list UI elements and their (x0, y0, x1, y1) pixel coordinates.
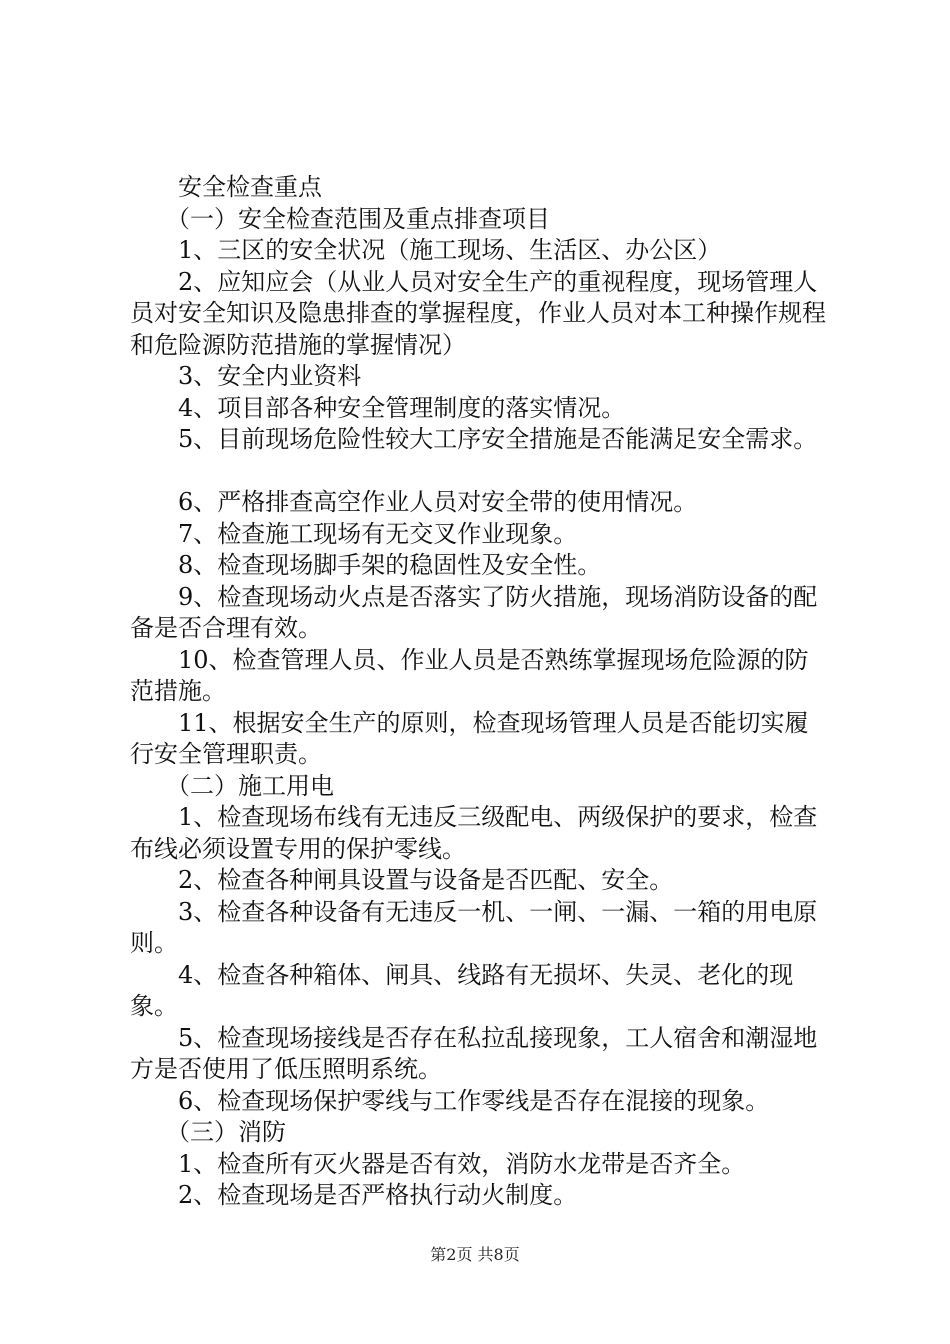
blank-line (130, 456, 830, 488)
paragraph: 2、应知应会（从业人员对安全生产的重视程度，现场管理人员对安全知识及隐患排查的掌握程度，作业人员对本工种操作规程和危险源防范措施的掌握情况） (130, 267, 826, 359)
document-title: 安全检查重点 (178, 173, 322, 201)
section-heading-3: （三）消防 (166, 1118, 286, 1146)
paragraph: 9、检查现场动火点是否落实了防火措施，现场消防设备的配备是否合理有效。 (130, 582, 818, 642)
paragraph: 2、检查现场是否严格执行动火制度。 (178, 1181, 578, 1209)
paragraph: 5、检查现场接线是否存在私拉乱接现象，工人宿舍和潮湿地方是否使用了低压照明系统。 (130, 1023, 818, 1083)
paragraph: 10、检查管理人员、作业人员是否熟练掌握现场危险源的防范措施。 (130, 645, 809, 705)
section-heading-2: （二）施工用电 (166, 771, 334, 800)
page-footer: 第2页 共8页 (430, 1245, 520, 1264)
paragraph: 6、严格排查高空作业人员对安全带的使用情况。 (178, 488, 698, 516)
paragraph: 3、检查各种设备有无违反一机、一闸、一漏、一箱的用电原则。 (130, 897, 818, 957)
paragraph: 3、安全内业资料 (178, 362, 362, 390)
paragraph: 11、根据安全生产的原则，检查现场管理人员是否能切实履行安全管理职责。 (130, 708, 809, 768)
section-heading-1: （一）安全检查范围及重点排查项目 (166, 204, 550, 233)
paragraph: 1、三区的安全状况（施工现场、生活区、办公区） (178, 236, 722, 264)
paragraph: 4、检查各种箱体、闸具、线路有无损坏、失灵、老化的现象。 (130, 960, 794, 1020)
paragraph: 6、检查现场保护零线与工作零线是否存在混接的现象。 (178, 1086, 770, 1115)
paragraph: 1、检查现场布线有无违反三级配电、两级保护的要求，检查布线必须设置专用的保护零线。 (130, 803, 818, 863)
paragraph: 1、检查所有灭火器是否有效，消防水龙带是否齐全。 (178, 1149, 746, 1178)
paragraph: 5、目前现场危险性较大工序安全措施是否能满足安全需求。 (178, 425, 818, 453)
paragraph: 7、检查施工现场有无交叉作业现象。 (178, 519, 578, 548)
paragraph: 2、检查各种闸具设置与设备是否匹配、安全。 (178, 866, 674, 894)
paragraph: 4、项目部各种安全管理制度的落实情况。 (178, 393, 626, 422)
paragraph: 8、检查现场脚手架的稳固性及安全性。 (178, 551, 602, 579)
document-body (130, 172, 830, 1212)
